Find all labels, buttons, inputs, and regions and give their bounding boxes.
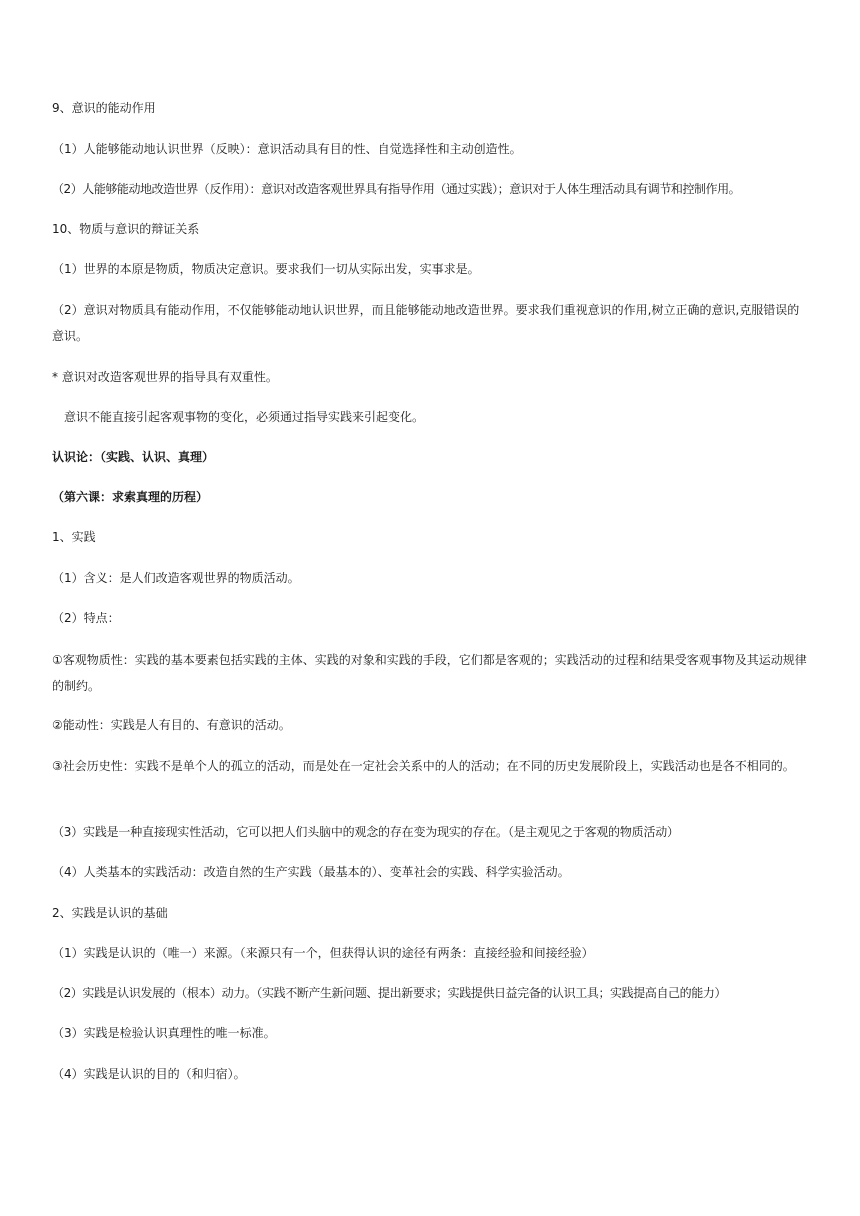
paragraph: （2）人能够能动地改造世界（反作用）：意识对改造客观世界具有指导作用（通过实践）；意识对于人体生理活动具有调节和控制作用。 (52, 182, 741, 196)
paragraph: 意识不能直接引起客观事物的变化，必须通过指导实践来引起变化。 (64, 410, 425, 424)
paragraph: （1）世界的本原是物质，物质决定意识。要求我们一切从实际出发，实事求是。 (52, 262, 480, 276)
note-paragraph: * 意识对改造客观世界的指导具有双重性。 (52, 370, 278, 384)
section-heading-10: 10、物质与意识的辩证关系 (52, 222, 200, 236)
paragraph: （1）含义：是人们改造客观世界的物质活动。 (52, 571, 300, 585)
paragraph: （2）特点： (52, 611, 120, 625)
paragraph: （4）人类基本的实践活动：改造自然的生产实践（最基本的）、变革社会的实践、科学实验活动。 (52, 865, 570, 879)
paragraph: （3）实践是检验认识真理性的唯一标准。 (52, 1026, 276, 1040)
paragraph: ①客观物质性：实践的基本要素包括实践的主体、实践的对象和实践的手段，它们都是客观的；实践活动的过程和结果受客观事物及其运动规律的制约。 (52, 653, 807, 693)
section-heading-9: 9、意识的能动作用 (52, 101, 156, 115)
paragraph: ③社会历史性：实践不是单个人的孤立的活动，而是处在一定社会关系中的人的活动；在不同的历史发展阶段上，实践活动也是各不相同的。 (52, 759, 795, 773)
paragraph: （2）实践是认识发展的（根本）动力。（实践不断产生新问题、提出新要求；实践提供日益完备的认识工具；实践提高自己的能力） (52, 986, 727, 1000)
chapter-heading: 认识论：（实践、认识、真理） (52, 450, 215, 464)
paragraph: ②能动性：实践是人有目的、有意识的活动。 (52, 718, 291, 732)
paragraph: （1）人能够能动地认识世界（反映）：意识活动具有目的性、自觉选择性和主动创造性。 (52, 142, 522, 156)
paragraph: （3）实践是一种直接现实性活动，它可以把人们头脑中的观念的存在变为现实的存在。（是主观见之于客观的物质活动） (52, 825, 679, 839)
paragraph: （4）实践是认识的目的（和归宿）。 (52, 1067, 246, 1081)
paragraph: （1）实践是认识的（唯一）来源。（来源只有一个，但获得认识的途径有两条：直接经验和间接经验） (52, 946, 594, 960)
section-heading-1: 1、实践 (52, 530, 96, 544)
paragraph: （2）意识对物质具有能动作用，不仅能够能动地认识世界，而且能够能动地改造世界。要求我们重视意识的作用,树立正确的意识,克服错误的意识。 (52, 303, 800, 343)
lesson-heading: （第六课：求索真理的历程） (52, 490, 209, 504)
section-heading-2: 2、实践是认识的基础 (52, 906, 168, 920)
